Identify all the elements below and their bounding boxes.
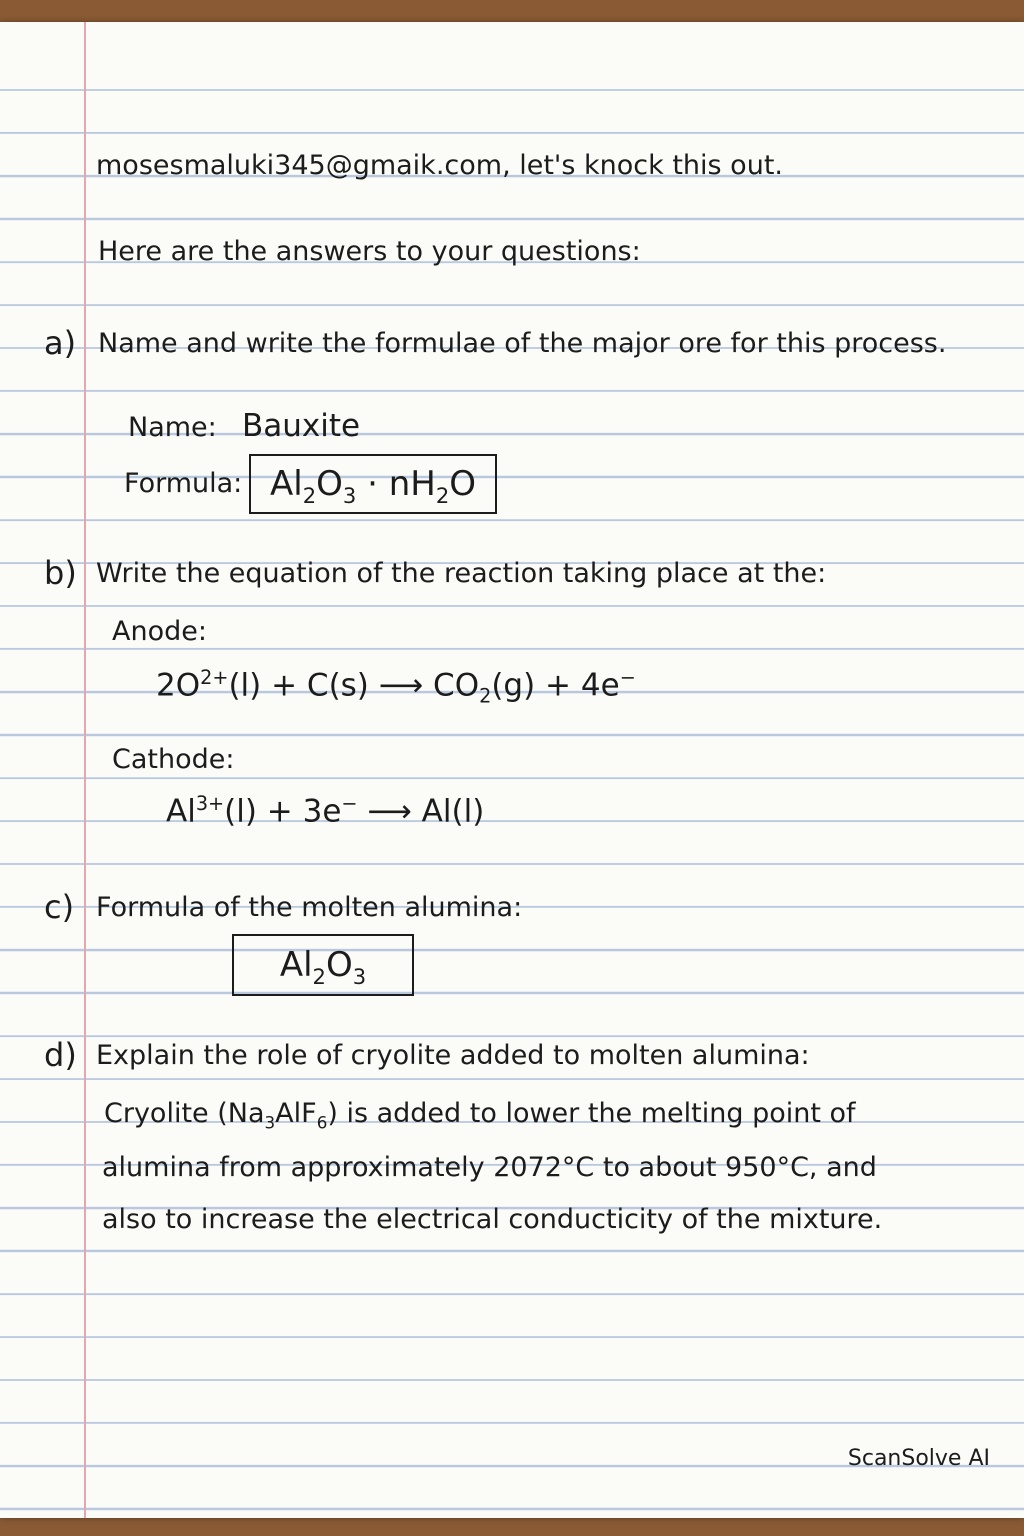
notebook-paper bbox=[0, 22, 1024, 1518]
anode-equation: $2O^{2+}(l) + C(s)$ ⟶ $CO_2(g) + 4e^-$ bbox=[156, 666, 636, 708]
question-b-label: b) bbox=[44, 554, 77, 592]
answer-d-line-1: Cryolite $(Na_3AlF_6)$ is added to lower the melting point of bbox=[104, 1098, 856, 1133]
cathode-label: Cathode: bbox=[112, 744, 235, 775]
cathode-equation: $Al^{3+}(l) + 3e^-$ ⟶ Al(l) bbox=[166, 792, 485, 830]
question-d-label: d) bbox=[44, 1036, 77, 1074]
question-d-text: Explain the role of cryolite added to molten alumina: bbox=[96, 1040, 810, 1071]
ore-name-label: Name: bbox=[128, 412, 217, 443]
intro-line: Here are the answers to your questions: bbox=[98, 236, 641, 267]
greeting-line: mosesmaluki345@gmaik.com, let's knock this out. bbox=[96, 150, 783, 181]
question-a-text: Name and write the formulae of the major ore for this process. bbox=[98, 328, 947, 359]
question-c-text: Formula of the molten alumina: bbox=[96, 892, 523, 923]
answer-d-line-2: alumina from approximately 2072°C to about 950°C, and bbox=[102, 1152, 877, 1183]
question-c-label: c) bbox=[44, 888, 75, 926]
margin-line bbox=[84, 22, 86, 1518]
answer-d-line-3: also to increase the electrical conducticity of the mixture. bbox=[102, 1204, 883, 1235]
anode-label: Anode: bbox=[112, 616, 207, 647]
alumina-formula-box: $Al_2O_3$ bbox=[232, 934, 414, 996]
ore-formula-label: Formula: bbox=[124, 468, 243, 499]
question-a-label: a) bbox=[44, 324, 77, 362]
question-b-text: Write the equation of the reaction taking place at the: bbox=[96, 558, 827, 589]
scansolve-watermark: ScanSolve AI bbox=[847, 1446, 990, 1471]
ore-formula-box: $Al_2O_3 \cdot nH_2O$ bbox=[249, 454, 497, 514]
ore-name-value: Bauxite bbox=[242, 408, 361, 444]
